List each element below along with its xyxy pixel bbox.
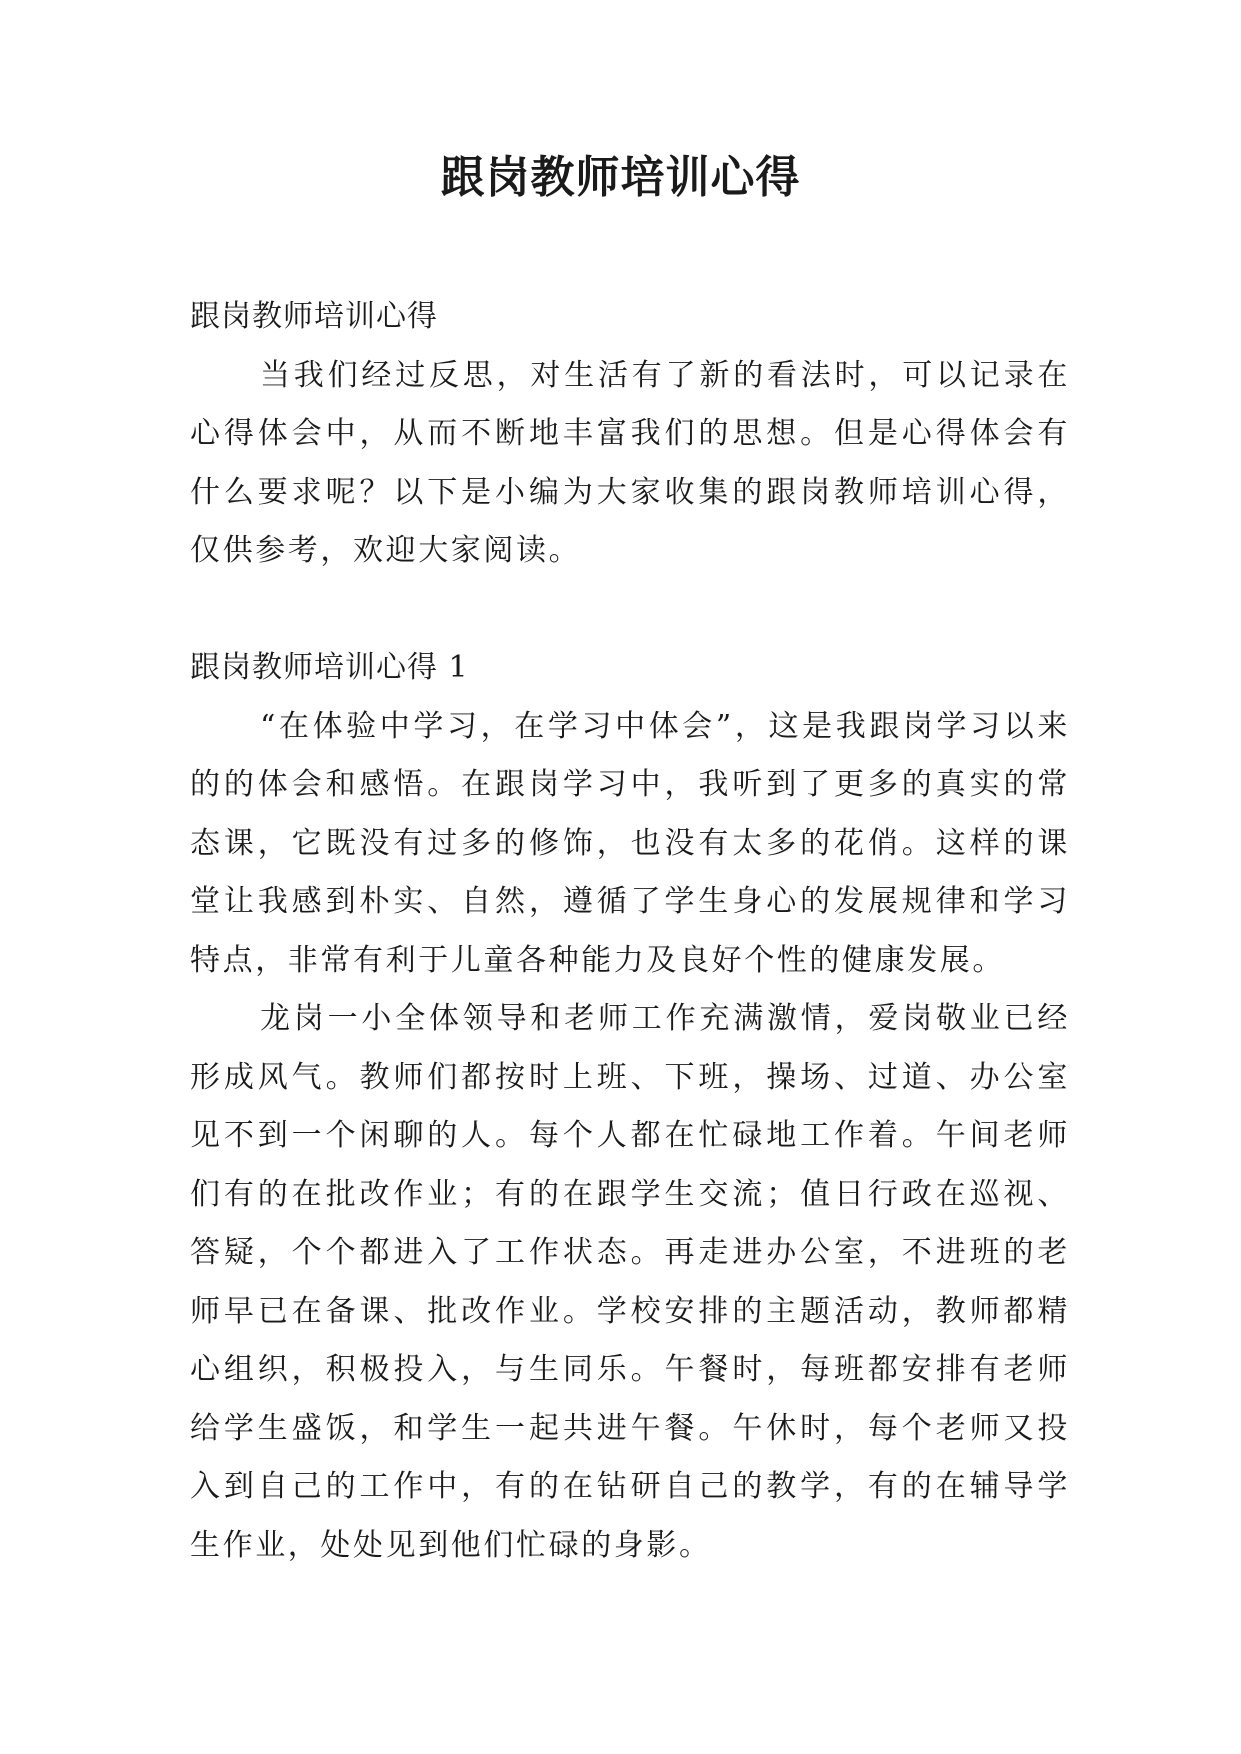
document-body [190, 288, 1070, 1575]
section-paragraph: “在体验中学习，在学习中体会”，这是我跟岗学习以来的的体会和感悟。在跟岗学习中，我听到了更多的真实的常态课，它既没有过多的修饰，也没有太多的花俏。这样的课堂让我感到朴实、自然，遵循了学生身心的发展规律和学习特点，非常有利于儿童各种能力及良好个性的健康发展。 [190, 708, 1070, 978]
section-spacer [190, 581, 1070, 640]
intro-heading: 跟岗教师培训心得 [190, 299, 438, 334]
section-heading: 跟岗教师培训心得 1 [190, 650, 469, 685]
section-paragraph: 龙岗一小全体领导和老师工作充满激情，爱岗敬业已经形成风气。教师们都按时上班、下班，操场、过道、办公室见不到一个闲聊的人。每个人都在忙碌地工作着。午间老师们有的在批改作业；有的在跟学生交流；值日行政在巡视、答疑，个个都进入了工作状态。再走进办公室，不进班的老师早已在备课、批改作业。学校安排的主题活动，教师都精心组织，积极投入，与生同乐。午餐时，每班都安排有老师给学生盛饭，和学生一起共进午餐。午休时，每个老师又投入到自己的工作中，有的在钻研自己的教学，有的在辅导学生作业，处处见到他们忙碌的身影。 [190, 1001, 1070, 1563]
intro-paragraph: 当我们经过反思，对生活有了新的看法时，可以记录在心得体会中，从而不断地丰富我们的思想。但是心得体会有什么要求呢？以下是小编为大家收集的跟岗教师培训心得，仅供参考，欢迎大家阅读。 [190, 357, 1070, 568]
document-title: 跟岗教师培训心得 [440, 152, 801, 203]
